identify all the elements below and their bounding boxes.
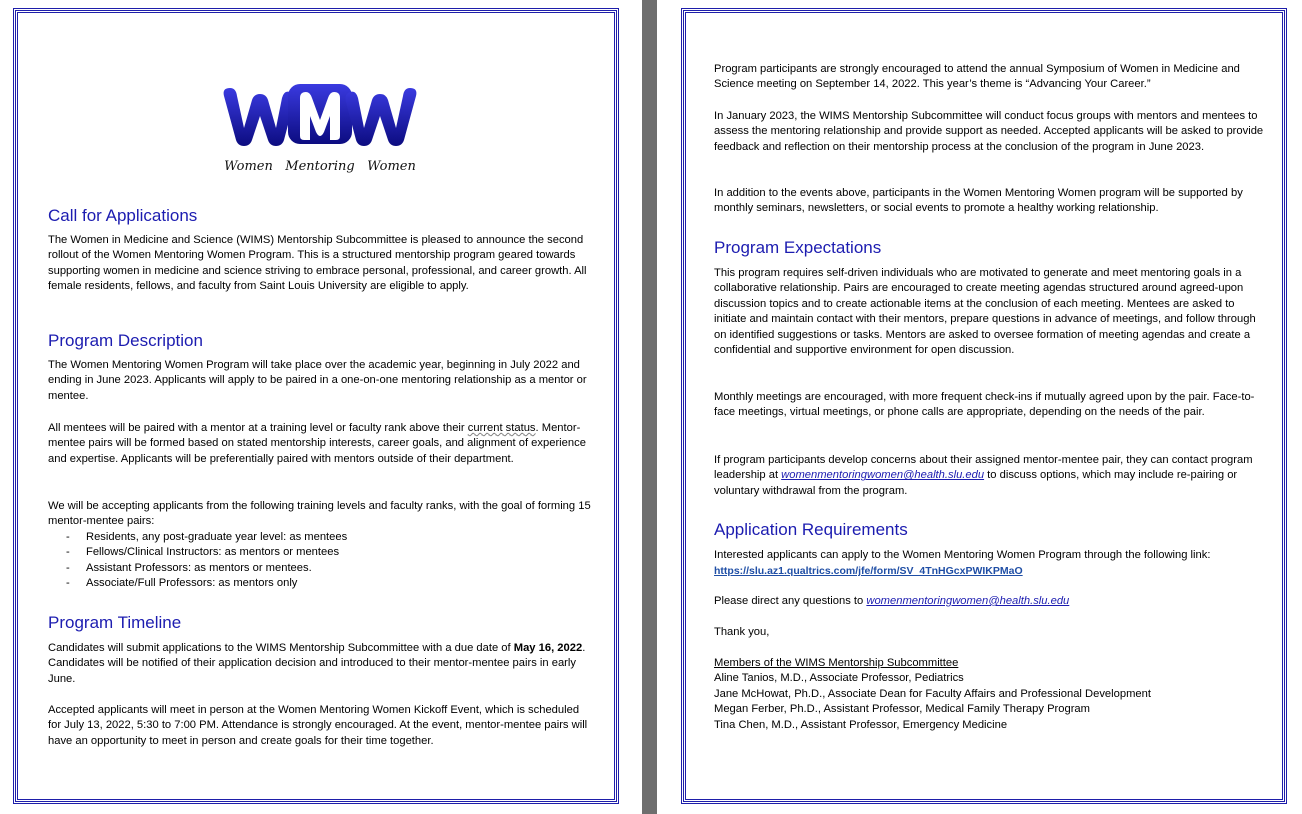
list-item: - Assistant Professors: as mentors or mentees. bbox=[48, 561, 593, 576]
expectations-p2: Monthly meetings are encouraged, with more frequent check-ins if mutually agreed upon by the pair. Face-to-face meetings, virtual meetings, or phone calls are appropriate, depending on the needs of the pair. bbox=[714, 391, 1255, 419]
list-item: - Associate/Full Professors: as mentors only bbox=[48, 576, 593, 591]
call-heading: Call for Applications bbox=[48, 206, 198, 225]
logo-tagline: Women Mentoring Women bbox=[224, 159, 416, 174]
list-item: - Residents, any post-graduate year level: as mentees bbox=[48, 530, 593, 545]
member-line: Aline Tanios, M.D., Associate Professor, Pediatrics bbox=[714, 672, 964, 684]
intro-p2: In January 2023, the WIMS Mentorship Subcommittee will conduct focus groups with mentors and mentees to assess the mentoring relationship and provide support as needed. Accepted applicants will be asked to provide feedback and reflection on their mentorship process at the conclusion of the program in June 2023. bbox=[714, 110, 1264, 153]
thanks: Thank you, bbox=[714, 626, 770, 638]
timeline-p2: Accepted applicants will meet in person at the Women Mentoring Women Kickoff Event, which is scheduled for July 13, 2022, 5:30 to 7:00 PM. Attendance is strongly encouraged. At the event, mentor-mentee pairs will have an opportunity to meet in person and create goals for their time together. bbox=[48, 704, 588, 747]
intro-p1: Program participants are strongly encouraged to attend the annual Symposium of Women in Medicine and Science meeting on September 14, 2022. This year’s theme is “Advancing Your Career.” bbox=[714, 63, 1240, 91]
intro-p3: In addition to the events above, participants in the Women Mentoring Women program will be supported by monthly seminars, newsletters, or social events to promote a healthy working relationship. bbox=[714, 187, 1243, 215]
questions-email-link[interactable]: womenmentoringwomen@health.slu.edu bbox=[866, 595, 1070, 607]
expectations-p3: If program participants develop concerns about their assigned mentor-mentee pair, they can contact program leadership at womenmentoringwomen@health.slu.edu to discuss options, which may include re-pairing or voluntary withdrawal from the program. bbox=[714, 454, 1253, 497]
member-line: Tina Chen, M.D., Assistant Professor, Emergency Medicine bbox=[714, 719, 1008, 731]
page-2 bbox=[681, 8, 1287, 804]
due-date: May 16, 2022 bbox=[513, 642, 583, 654]
description-p1: The Women Mentoring Women Program will take place over the academic year, beginning in July 2022 and ending in June 2023. Applicants will apply to be paired in a one-on-one mentoring relationship as a mentor or mentee. bbox=[48, 359, 587, 402]
expectations-heading: Program Expectations bbox=[714, 238, 882, 257]
timeline-p1: Candidates will submit applications to the WIMS Mentorship Subcommittee with a due date of May 16, 2022. Candidates will be notified of their application decision and introduced to their mentor-mentee pairs in early June. bbox=[48, 642, 586, 685]
description-p3: We will be accepting applicants from the following training levels and faculty ranks, with the goal of forming 15 mentor-mentee pairs: bbox=[48, 500, 591, 528]
expectations-p1: This program requires self-driven individuals who are motivated to generate and meet mentoring goals in a collaborative relationship. Pairs are encouraged to create meeting agendas structured around agreed-upon discussion topics and to create actionable items at the conclusion of each meeting. Mentees are asked to initiate and maintain contact with their mentors, prepare questions in advance of meetings, and follow through on identified suggestions or tasks. Mentors are asked to oversee formation of meeting agendas and create a confidential and supportive environment for open discussion. bbox=[714, 267, 1256, 357]
page-1 bbox=[13, 8, 619, 804]
description-heading: Program Description bbox=[48, 331, 203, 350]
call-body: The Women in Medicine and Science (WIMS) Mentorship Subcommittee is pleased to announce the second rollout of the Women Mentoring Women Program. This is a structured mentorship program geared towards supporting women in medicine and science striving to embrace personal, professional, and career growth. All female residents, fellows, and faculty from Saint Louis University are eligible to apply. bbox=[48, 234, 587, 293]
timeline-heading: Program Timeline bbox=[48, 613, 182, 632]
questions-line: Please direct any questions to womenmentoringwomen@health.slu.edu bbox=[714, 595, 1070, 607]
application-url bbox=[714, 564, 1264, 579]
contact-email-link[interactable]: womenmentoringwomen@health.slu.edu bbox=[781, 469, 985, 482]
application-url-link[interactable]: https://slu.az1.qualtrics.com/jfe/form/SV_4TnHGcxPWIKPMaO bbox=[714, 565, 1023, 577]
spellcheck-flag: current status bbox=[467, 422, 536, 434]
member-line: Jane McHowat, Ph.D., Associate Dean for Faculty Affairs and Professional Development bbox=[714, 688, 1151, 700]
requirements-heading: Application Requirements bbox=[714, 520, 908, 539]
description-p2: All mentees will be paired with a mentor at a training level or faculty rank above their current status. Mentor-mentee pairs will be formed based on stated mentorship interests, career goals, and alignment of experience and expertise. Applicants will be preferentially paired with mentors outside of their department. bbox=[48, 422, 586, 465]
requirements-p1: Interested applicants can apply to the Women Mentoring Women Program through the following link: bbox=[714, 549, 1211, 561]
member-line: Megan Ferber, Ph.D., Assistant Professor, Medical Family Therapy Program bbox=[714, 703, 1090, 715]
list-item: - Fellows/Clinical Instructors: as mentors or mentees bbox=[48, 545, 593, 560]
members-heading: Members of the WIMS Mentorship Subcommittee bbox=[714, 657, 959, 669]
eligibility-list bbox=[48, 530, 593, 592]
page-gap bbox=[642, 0, 657, 814]
